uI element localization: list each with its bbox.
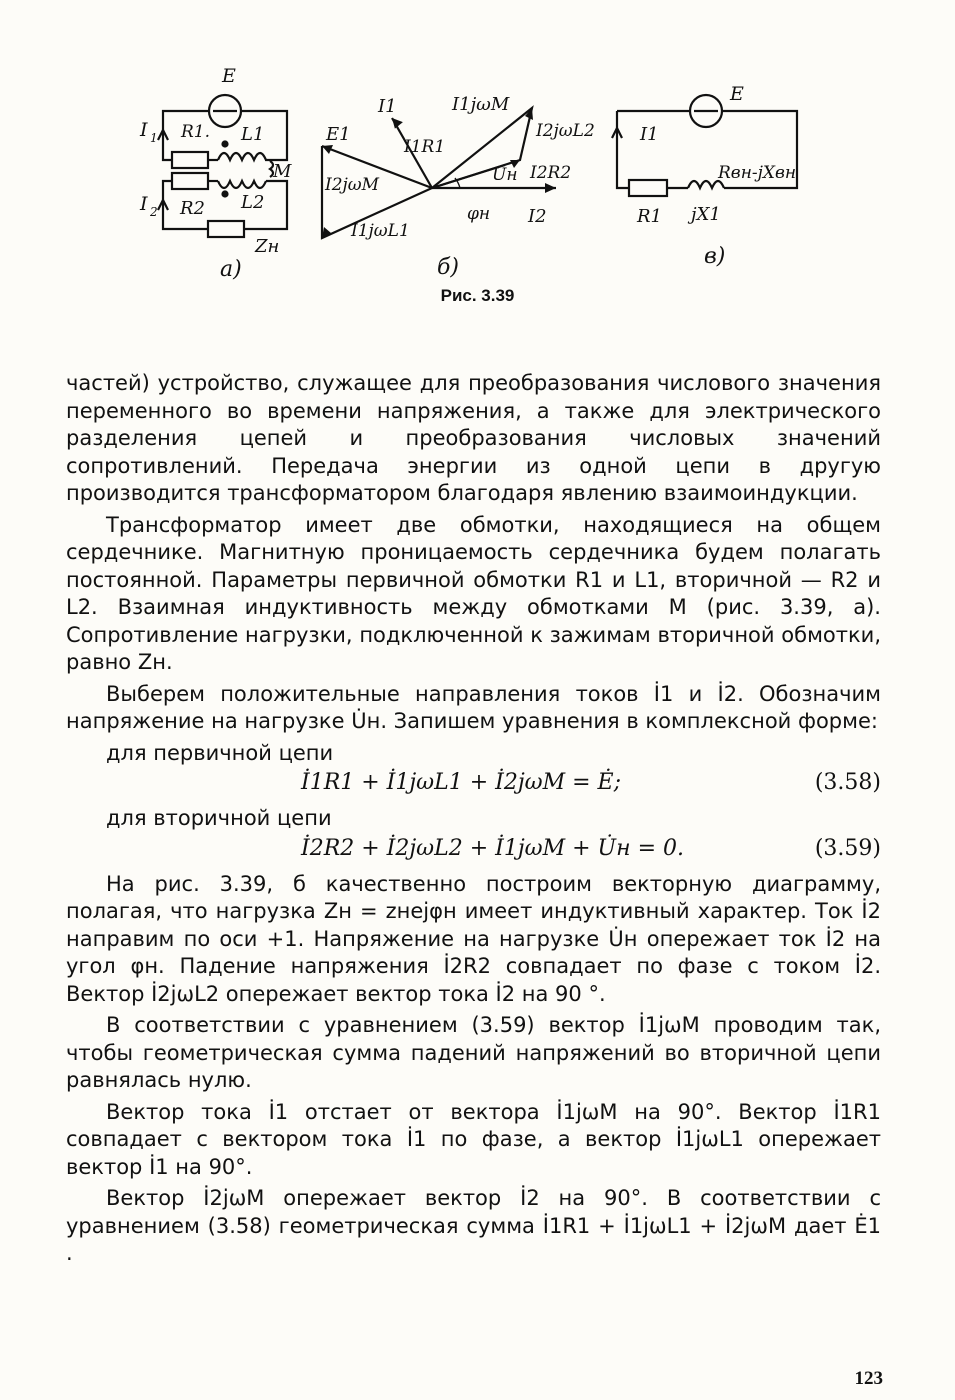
equation-3-58-body: İ1R1 + İ1jωL1 + İ2jωM = Ė;: [301, 770, 622, 795]
label-a-L1: L1: [241, 124, 265, 145]
figure-caption: Рис. 3.39: [440, 286, 515, 305]
label-a-I1-sub: 1: [150, 131, 158, 145]
label-v-jX1: jX1: [691, 204, 721, 225]
label-b-phi: φн: [467, 204, 491, 224]
label-v-I1: I1: [640, 124, 659, 145]
label-b-Un: Uн: [492, 165, 518, 185]
label-a-R2: R2: [180, 198, 206, 219]
equation-3-59-body: İ2R2 + İ2jωL2 + İ1jωM + U̇н = 0.: [301, 835, 684, 861]
paragraph-2: Трансформатор имеет две обмотки, находящиеся на общем сердечнике. Магнитную проницаемость сердечника будем полагать постоянной. Параметры первичной обмотки R1 и L1, вторичной — R2 и L2. Взаимная индуктивность между обмотками М (рис. 3.39, а). Сопротивление нагрузки, подключенной к зажимам вторичной обмотки, равно Zн.: [66, 512, 881, 674]
label-panel-b: б): [437, 255, 460, 280]
label-a-L2: L2: [241, 192, 265, 213]
label-b-I2jwM: I2jωM: [325, 175, 380, 195]
label-panel-v: в): [704, 244, 726, 269]
label-b-I1R1: I1R1: [404, 137, 446, 157]
label-b-I2: I2: [528, 206, 547, 227]
paragraph-6: Вектор тока İ1 отстает от вектора İ1jωM на 90°. Вектор İ1R1 совпадает с вектором тока İ1 по фазе, а вектор İ1jωL1 опережает вектор İ1 на 90°.: [66, 1099, 881, 1179]
label-b-I2R2: I2R2: [530, 163, 572, 183]
secondary-circuit-intro: для вторичной цепи: [106, 806, 332, 830]
paragraph-3: Выберем положительные направления токов İ1 и İ2. Обозначим напряжение на нагрузке U̇н. Запишем уравнения в комплексной форме:: [66, 681, 881, 733]
equation-3-59: [66, 833, 881, 867]
label-b-I1jwM: I1jωM: [452, 94, 510, 115]
label-a-I2-sub: 2: [150, 205, 158, 219]
paragraph-1: частей) устройство, служащее для преобразования числового значения переменного во времени напряжения, а также для электрического разделения цепей и преобразования числовых значений сопротивлений. Передача энергии из одной цепи в другую производится трансформатором благодаря явлению взаимоиндукции.: [66, 371, 881, 505]
panel-b-vectors: [322, 108, 556, 238]
body-text: [66, 370, 881, 1268]
paragraph-4: На рис. 3.39, б качественно построим векторную диаграмму, полагая, что нагрузка Zн = zнejφн имеет индуктивный характер. Ток İ2 направим по оси +1. Напряжение на нагрузке U̇н опережает ток İ2 на угол φн. Падение напряжения İ2R2 совпадает по фазе с током İ2. Вектор İ2jωL2 опережает вектор тока İ2 на 90 °.: [66, 871, 881, 1006]
label-b-I1: I1: [378, 96, 397, 117]
label-a-M: M: [273, 161, 292, 182]
figure-3-39: [0, 0, 955, 330]
primary-circuit-intro: для первичной цепи: [106, 740, 334, 765]
equation-3-59-number: (3.59): [814, 835, 881, 861]
label-a-Zn: Zн: [255, 236, 280, 257]
equation-3-58: [66, 767, 881, 801]
paragraph-7: Вектор İ2jωM опережает вектор İ2 на 90°. В соответствии с уравнением (3.58) геометрическая сумма İ1R1 + İ1jωL1 + İ2jωM дает Ė1 .: [66, 1186, 881, 1265]
label-b-I2jwL2: I2jωL2: [536, 121, 595, 141]
label-a-E: E: [222, 65, 236, 87]
label-panel-a: а): [220, 257, 242, 282]
label-b-E1: E1: [326, 124, 351, 145]
label-a-R1: R1.: [181, 122, 211, 142]
paragraph-5: В соответствии с уравнением (3.59) вектор İ1jωM проводим так, чтобы геометрическая сумма падений напряжений во вторичной цепи равнялась нулю.: [66, 1013, 881, 1092]
label-a-I1: I: [140, 119, 148, 141]
equation-3-58-number: (3.58): [814, 770, 881, 795]
label-v-Rvn: Rвн-jXвн: [718, 163, 797, 183]
label-v-E: E: [730, 83, 744, 105]
label-v-R1: R1: [637, 206, 663, 227]
page-number: 123: [854, 1368, 883, 1389]
label-b-I1jwL1: I1jωL1: [351, 221, 410, 241]
circuit-diagrams: [0, 0, 955, 300]
label-a-I2: I: [140, 193, 148, 215]
